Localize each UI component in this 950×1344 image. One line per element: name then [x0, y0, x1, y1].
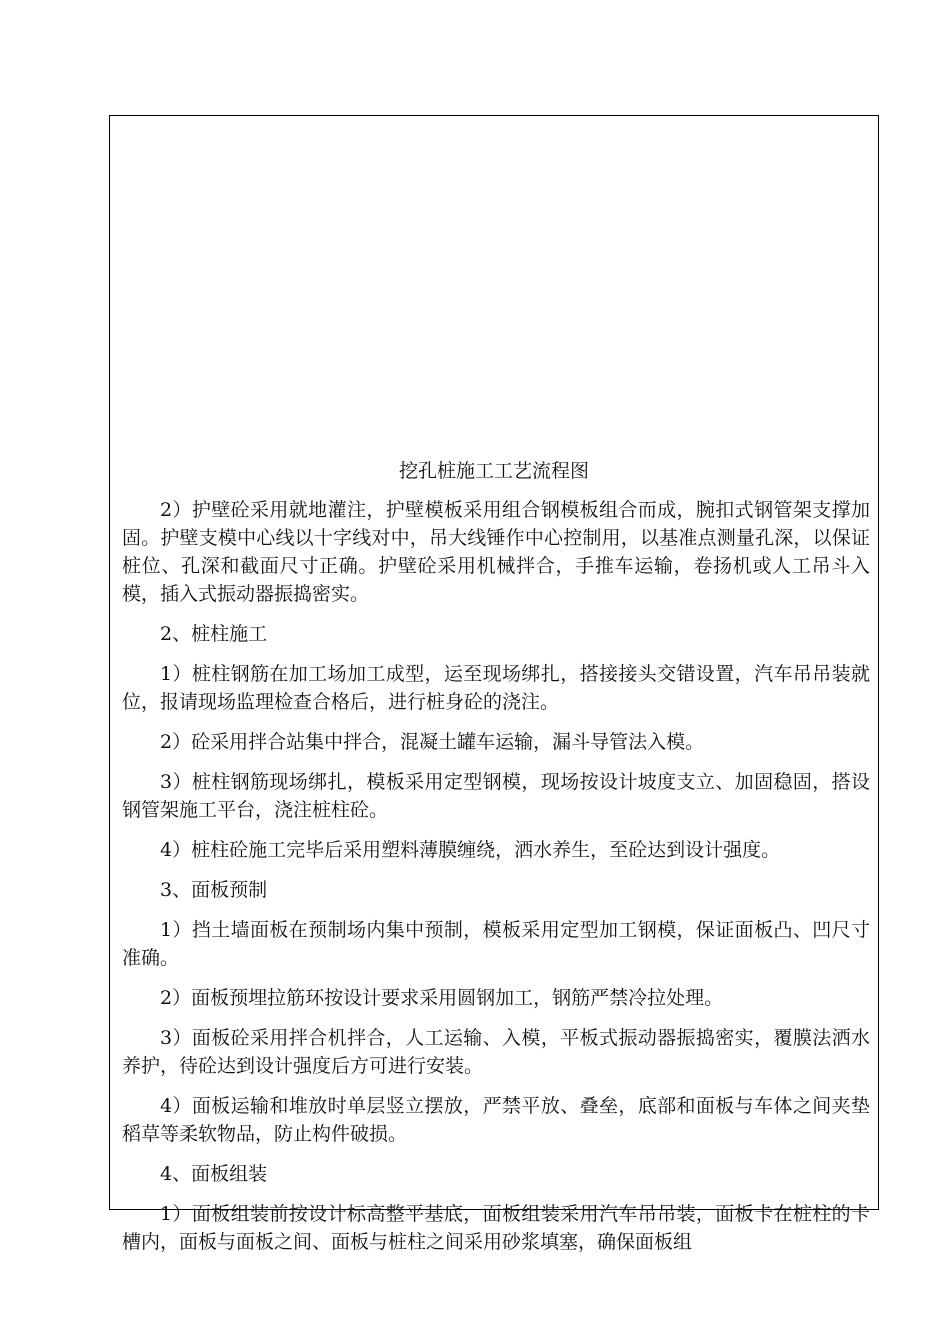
paragraph: 4）桩柱砼施工完毕后采用塑料薄膜缠绕，洒水养生，至砼达到设计强度。	[160, 839, 781, 861]
paragraph: 2）护壁砼采用就地灌注，护壁模板采用组合钢模板组合而成，腕扣式钢管架支撑加固。护壁支模中心线以十字线对中，吊大线锤作中心控制用，以基准点测量孔深，以保证桩位、孔深和截面尺寸正确。护壁砼采用机械拌合，手推车运输，卷扬机或人工吊斗入模，插入式振动器振捣密实。	[122, 499, 870, 605]
document-frame	[109, 115, 879, 1253]
section-heading: 3、面板预制	[160, 879, 268, 901]
paragraph: 2）砼采用拌合站集中拌合，混凝土罐车运输，漏斗导管法入模。	[160, 731, 705, 753]
paragraph: 3）面板砼采用拌合机拌合，人工运输、入模，平板式振动器振捣密实，覆膜法洒水养护，待砼达到设计强度后方可进行安装。	[122, 1027, 870, 1077]
section-heading: 4、面板组装	[160, 1163, 268, 1185]
paragraph: 1）面板组装前按设计标高整平基底，面板组装采用汽车吊吊装，面板卡在桩柱的卡槽内，面板与面板之间、面板与桩柱之间采用砂浆填塞，确保面板组	[122, 1203, 870, 1253]
paragraph: 1）桩柱钢筋在加工场加工成型，运至现场绑扎，搭接接头交错设置，汽车吊吊装就位，报请现场监理检查合格后，进行桩身砼的浇注。	[122, 663, 870, 713]
paragraph: 1）挡土墙面板在预制场内集中预制，模板采用定型加工钢模，保证面板凸、凹尺寸准确。	[122, 919, 870, 969]
section-heading: 2、桩柱施工	[160, 623, 268, 645]
paragraph: 4）面板运输和堆放时单层竖立摆放，严禁平放、叠垒，底部和面板与车体之间夹垫稻草等柔软物品，防止构件破损。	[122, 1095, 870, 1145]
figure-placeholder	[110, 116, 878, 456]
body-text	[122, 496, 870, 1268]
paragraph: 3）桩柱钢筋现场绑扎，模板采用定型钢模，现场按设计坡度支立、加固稳固，搭设钢管架施工平台，浇注桩柱砼。	[122, 771, 870, 821]
figure-caption: 挖孔桩施工工艺流程图	[398, 460, 589, 482]
paragraph: 2）面板预埋拉筋环按设计要求采用圆钢加工，钢筋严禁冷拉处理。	[160, 987, 724, 1009]
